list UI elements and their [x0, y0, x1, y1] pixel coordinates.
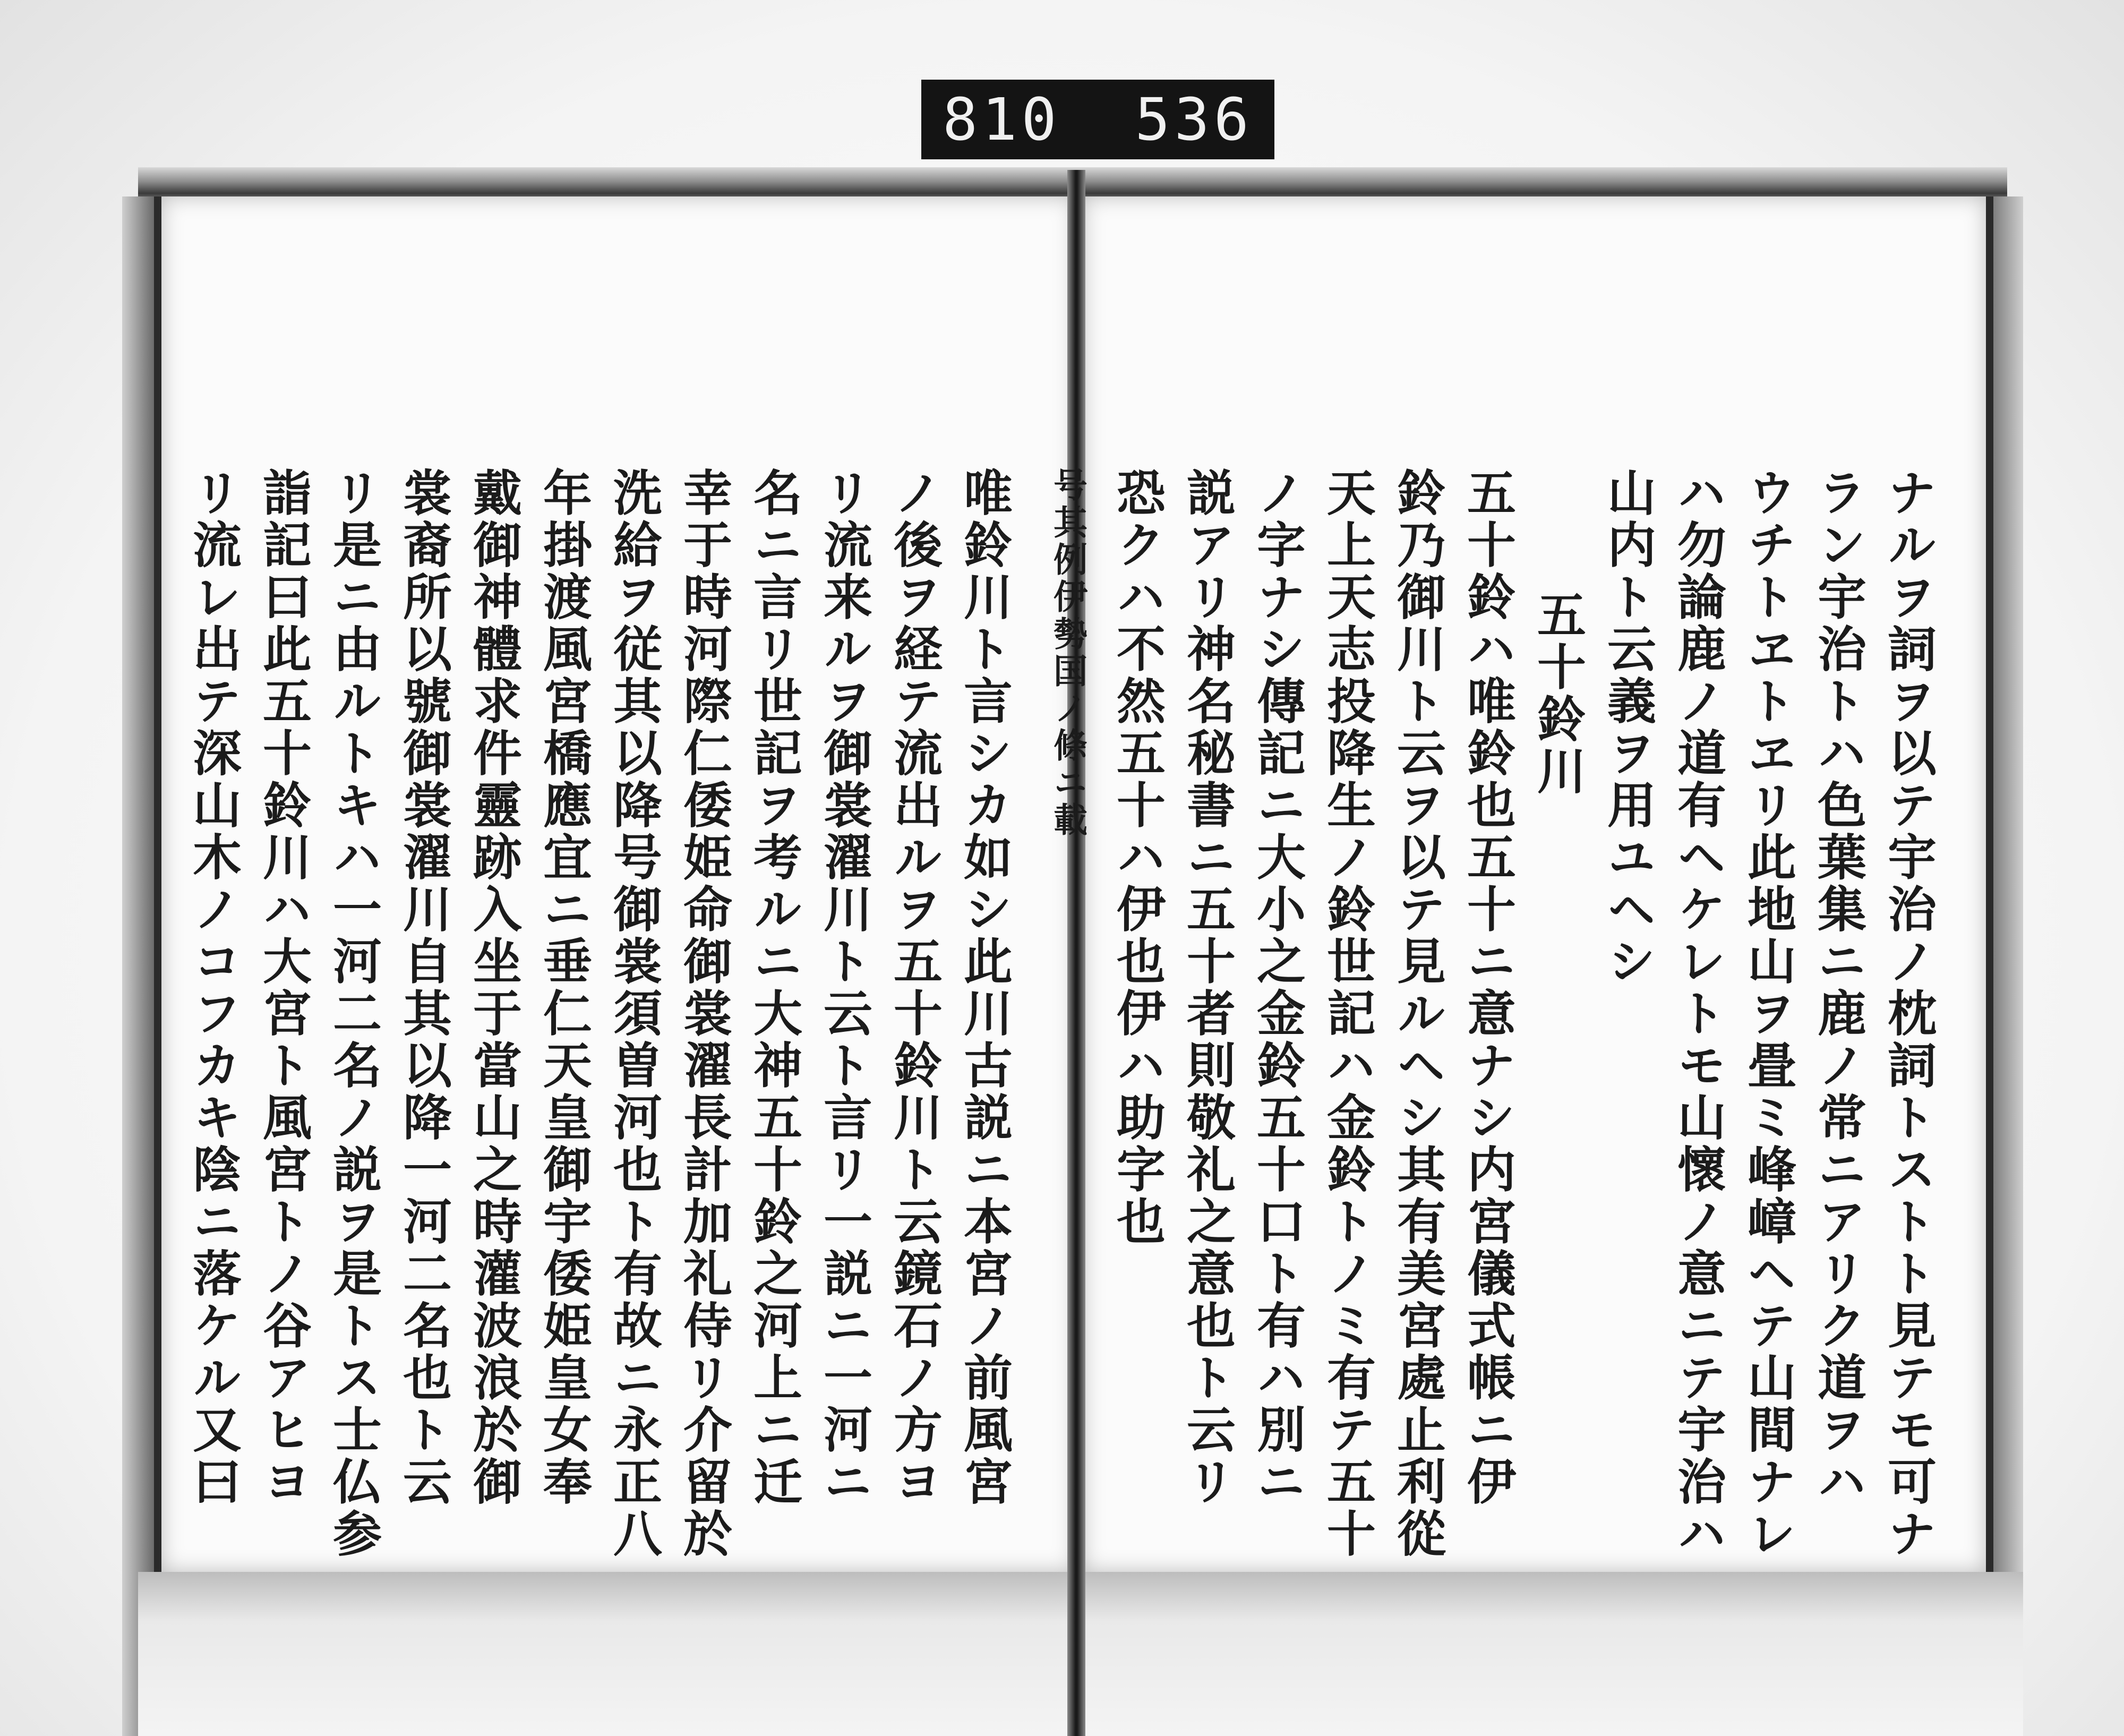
text-line: 説アリ神名秘書ニ五十者則敬礼之意也ト云リ: [1179, 467, 1236, 1508]
text-line: 恐クハ不然五十ハ伊也伊ハ助字也: [1109, 467, 1166, 1248]
text-line: 年掛渡風宮橋應宜ニ垂仁天皇御宇倭姫皇女奉: [535, 467, 593, 1508]
text-line: 唯鈴川ト言シカ如シ此川古説ニ本宮ノ前風宮: [956, 467, 1013, 1508]
text-line: 山内ト云義ヲ用ユヘシ: [1599, 467, 1657, 988]
text-line: ハ勿論鹿ノ道有ヘケレトモ山懷ノ意ニテ宇治ハ: [1669, 467, 1727, 1560]
text-line: ラン宇治トハ色葉集ニ鹿ノ常ニアリク道ヲハ: [1810, 467, 1867, 1508]
section-heading: 五十鈴川: [1529, 589, 1587, 798]
text-line: 戴御神體求件靈跡入坐于當山之時灌波浪於御: [465, 467, 523, 1508]
text-line: 洗給ヲ従其以降号御裳須曽河也ト有故ニ永正八: [605, 467, 663, 1560]
catalog-label-plate: [921, 80, 1274, 159]
right-page-text: [1048, 467, 1943, 1560]
text-line: リ是ニ由ルトキハ一河二名ノ説ヲ是トス士仏参: [325, 467, 382, 1560]
text-line: 五十鈴ハ唯鈴也五十ニ意ナシ内宮儀式帳ニ伊: [1459, 467, 1517, 1508]
left-page-text: [185, 467, 1020, 1560]
catalog-code-left: 810: [943, 85, 1061, 153]
text-line: 名ニ言リ世記ヲ考ルニ大神五十鈴之河上ニ迁: [746, 467, 803, 1508]
text-line: ノ後ヲ経テ流出ルヲ五十鈴川ト云鏡石ノ方ヨ: [886, 467, 943, 1508]
text-line: 幸于時河際仁倭姫命御裳濯長計加礼侍リ介留於: [675, 467, 733, 1560]
text-line: ノ字ナシ傳記ニ大小之金鈴五十口ト有ハ別ニ: [1249, 467, 1306, 1508]
text-line: 鈴乃御川ト云ヲ以テ見ルヘシ其有美宮處止利從: [1389, 467, 1446, 1560]
text-line: 詣記曰此五十鈴川ハ大宮ト風宮トノ谷アヒヨ: [255, 467, 312, 1508]
text-line: リ流レ出テ深山木ノコフカキ陰ニ落ケル又曰: [185, 467, 242, 1508]
book-cover-left-edge: [122, 196, 154, 1736]
text-line: ナルヲ詞ヲ以テ宇治ノ枕詞トストト見テモ可ナ: [1880, 467, 1937, 1560]
annotation-note: 号其例伊勢国ノ條ニ載: [1048, 467, 1087, 839]
text-line: リ流来ルヲ御裳濯川ト云ト言リ一説ニ一河ニ: [816, 467, 873, 1508]
catalog-code-right: 536: [1135, 85, 1253, 153]
text-line: 天上天志投降生ノ鈴世記ハ金鈴トノミ有テ五十: [1319, 467, 1376, 1560]
text-line: ウチトヱトヱリ此地山ヲ畳ミ峰嶂ヘテ山間ナレ: [1740, 467, 1797, 1560]
text-line: 裳裔所以號御裳濯川自其以降一河二名也ト云: [395, 467, 452, 1508]
